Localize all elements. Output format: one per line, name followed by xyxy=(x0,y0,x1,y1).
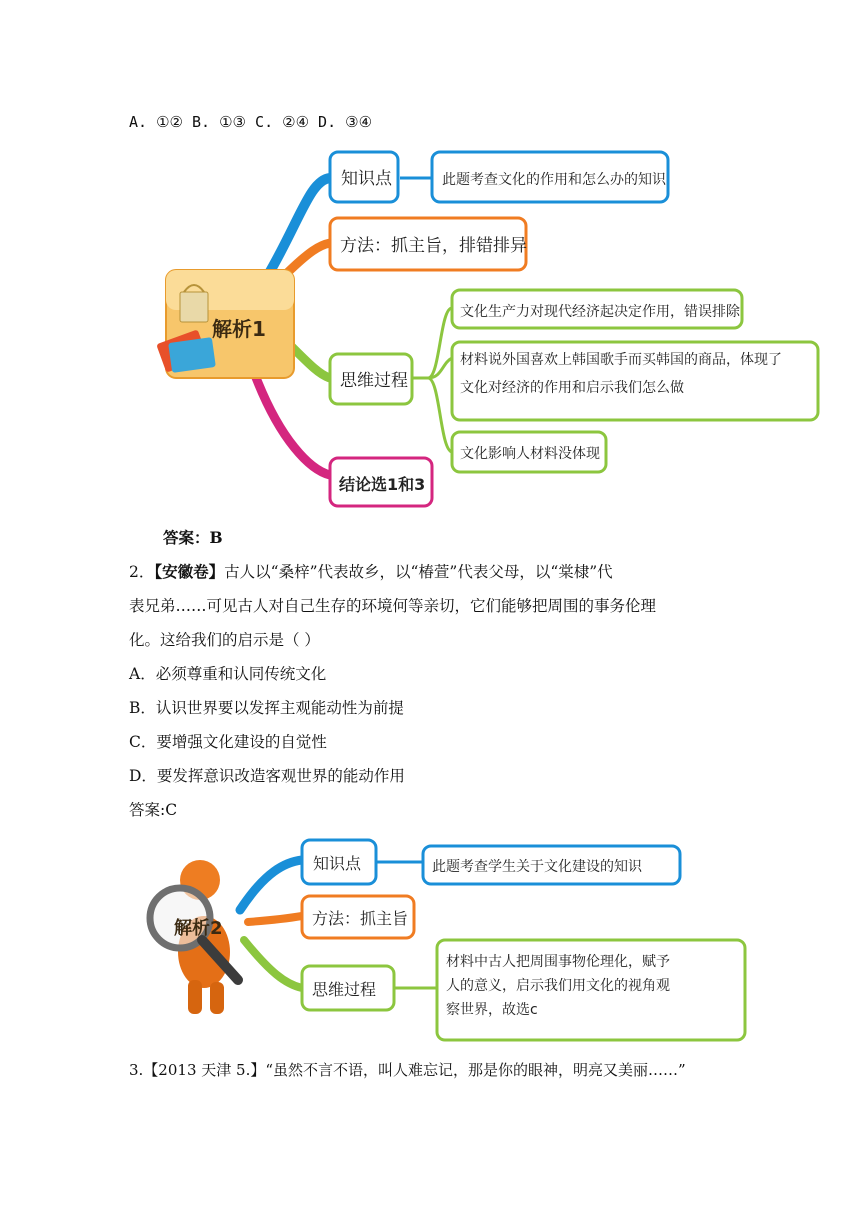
mindmap-1-thinking-item-1: 文化生产力对现代经济起决定作用，错误排除 xyxy=(460,304,740,320)
branch-conclusion xyxy=(255,375,330,475)
q2-stem-line-2: 表兄弟……可见古人对自己生存的环境何等亲切，它们能够把周围的事务伦理 xyxy=(129,597,657,615)
mindmap-1-thinking-label: 思维过程 xyxy=(340,371,408,391)
mindmap-2-thinking-label: 思维过程 xyxy=(312,980,377,999)
q2-stem-line-1 xyxy=(129,562,613,582)
mindmap-1-thinking-item-2b: 文化对经济的作用和启示我们怎么做 xyxy=(460,380,684,396)
q2-stem-1: 古人以“桑梓”代表故乡，以“椿萱”代表父母，以“棠棣”代 xyxy=(224,563,613,581)
mindmap-2 xyxy=(140,832,760,1044)
mindmap-1-center xyxy=(156,270,294,378)
mindmap-2-knowledge-text: 此题考查学生关于文化建设的知识 xyxy=(432,859,642,875)
q2-option-d: D．要发挥意识改造客观世界的能动作用 xyxy=(129,767,405,785)
q1-answer: 答案：B xyxy=(163,528,223,547)
mindmap-1-knowledge-text: 此题考查文化的作用和怎么办的知识 xyxy=(442,172,666,188)
mindmap-2-knowledge-label: 知识点 xyxy=(313,854,362,873)
mindmap-1-thinking-item-2a: 材料说外国喜欢上韩国歌手而买韩国的商品，体现了 xyxy=(460,352,782,368)
q2-option-b: B．认识世界要以发挥主观能动性为前提 xyxy=(129,699,404,717)
mindmap-2-method: 方法：抓主旨 xyxy=(312,909,409,928)
q2-source: 【安徽卷】 xyxy=(154,562,225,581)
q2-stem-line-3: 化。这给我们的启示是（ ） xyxy=(129,631,320,649)
q3-line: 3.【2013 天津 5.】“虽然不言不语，叫人难忘记，那是你的眼神，明亮又美丽……” xyxy=(129,1061,686,1079)
q2-number: 2． xyxy=(129,563,155,581)
mindmap-2-thinking-line-1: 材料中古人把周围事物伦理化，赋予 xyxy=(446,954,670,970)
q2-option-a: A．必须尊重和认同传统文化 xyxy=(129,665,327,683)
mindmap-1-method: 方法：抓主旨，排错排异 xyxy=(340,236,527,256)
mindmap-1 xyxy=(150,140,830,512)
q2-option-c: C．要增强文化建设的自觉性 xyxy=(129,733,327,751)
mindmap-2-center-label: 解析2 xyxy=(174,918,223,939)
q1-options: A. ①② B. ①③ C. ②④ D. ③④ xyxy=(129,113,373,131)
mindmap-2-thinking-line-2: 人的意义，启示我们用文化的视角观 xyxy=(446,978,670,994)
mindmap-1-conclusion: 结论选1和3 xyxy=(339,475,426,494)
mindmap-1-thinking-item-3: 文化影响人材料没体现 xyxy=(460,446,600,462)
mindmap-1-center-label: 解析1 xyxy=(212,317,266,341)
mindmap-2-thinking-line-3: 察世界，故选c xyxy=(446,1002,538,1018)
q2-answer: 答案:C xyxy=(129,801,178,819)
mindmap-1-knowledge-label: 知识点 xyxy=(341,169,392,189)
branch-thinking xyxy=(290,345,330,378)
